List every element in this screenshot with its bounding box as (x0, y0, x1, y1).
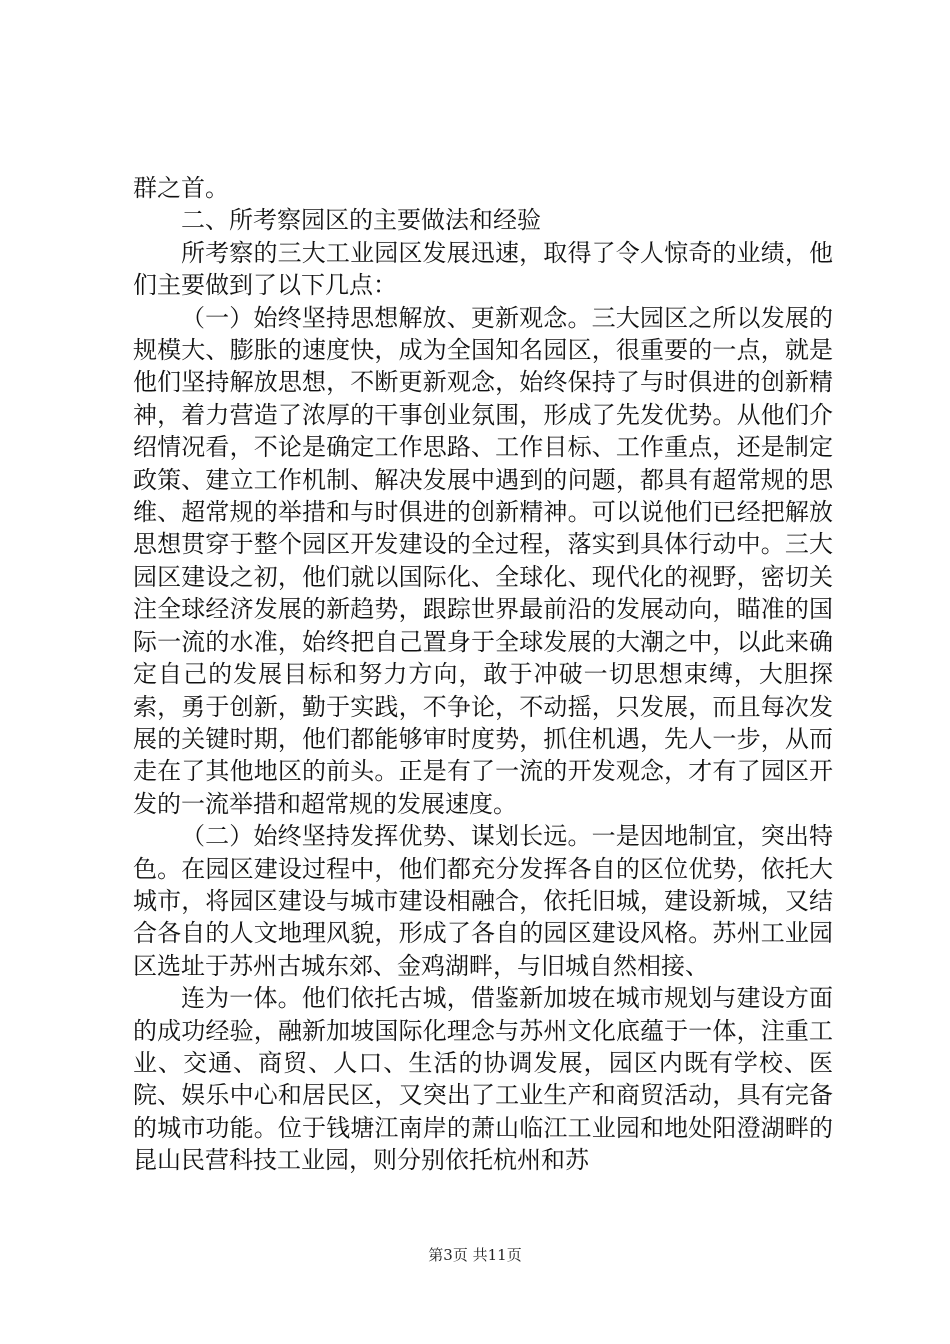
section-heading: 二、所考察园区的主要做法和经验 (181, 206, 541, 235)
paragraph-3: 所考察的三大工业园区发展迅速，取得了令人惊奇的业绩，他们主要做到了以下几点： (133, 238, 833, 300)
paragraph-1: 群之首。 (133, 174, 229, 202)
paragraph-4: （一）始终坚持思想解放、更新观念。三大园区之所以发展的规模大、膨胀的速度快，成为全国知名园区，很重要的一点，就是他们坚持解放思想，不断更新观念，始终保持了与时俱进的创新精神，着力营造了浓厚的干事创业氛围，形成了先发优势。从他们介绍情况看，不论是确定工作思路、工作目标、工作重点，还是制定政策、建立工作机制、解决发展中遇到的问题，都具有超常规的思维、超常规的举措和与时俱进的创新精神。可以说他们已经把解放思想贯穿于整个园区开发建设的全过程，落实到具体行动中。三大园区建设之初，他们就以国际化、全球化、现代化的视野，密切关注全球经济发展的新趋势，跟踪世界最前沿的发展动向，瞄准的国际一流的水准，始终把自己置身于全球发展的大潮之中，以此来确定自己的发展目标和努力方向，敢于冲破一切思想束缚，大胆探索，勇于创新，勤于实践，不争论，不动摇，只发展，而且每次发展的关键时期，他们都能够审时度势，抓住机遇，先人一步，从而走在了其他地区的前头。正是有了一流的开发观念，才有了园区开发的一流举措和超常规的发展速度。 (133, 303, 833, 818)
paragraph-6: 连为一体。他们依托古城，借鉴新加坡在城市规划与建设方面的成功经验，融新加坡国际化理念与苏州文化底蕴于一体，注重工业、交通、商贸、人口、生活的协调发展，园区内既有学校、医院、娱乐中心和居民区，又突出了工业生产和商贸活动，具有完备的城市功能。位于钱塘江南岸的萧山临江工业园和地处阳澄湖畔的昆山民营科技工业园，则分别依托杭州和苏 (133, 984, 833, 1175)
page-number: 第3页 共11页 (428, 1246, 522, 1264)
document-body (133, 172, 833, 1177)
paragraph-5: （二）始终坚持发挥优势、谋划长远。一是因地制宜，突出特色。在园区建设过程中，他们都充分发挥各自的区位优势，依托大城市，将园区建设与城市建设相融合，依托旧城，建设新城，又结合各自的人文地理风貌，形成了各自的园区建设风格。苏州工业园区选址于苏州古城东郊、金鸡湖畔，与旧城自然相接、 (133, 822, 833, 980)
